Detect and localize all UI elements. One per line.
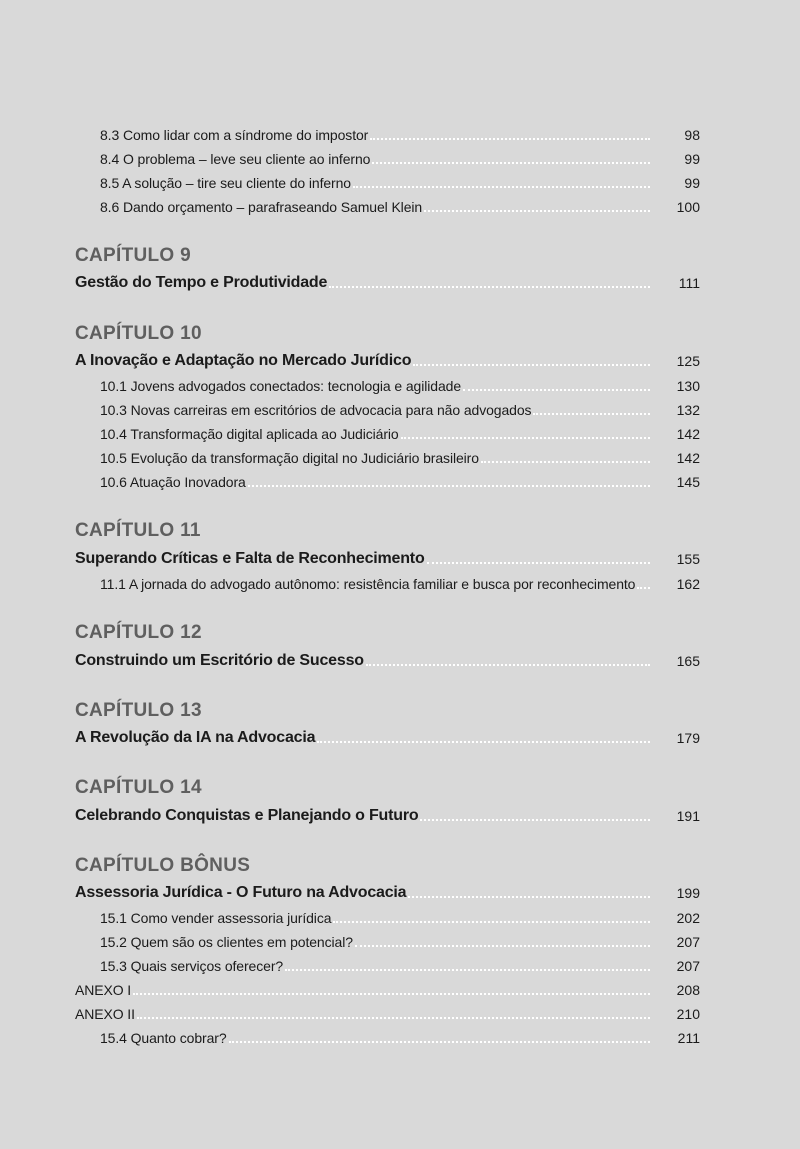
dot-leader [463, 388, 650, 391]
toc-entry[interactable] [75, 1023, 700, 1047]
toc-chapter-entry[interactable] [75, 268, 700, 292]
dot-leader [424, 209, 650, 212]
toc-entry-title: 10.6 Atuação Inovadora [100, 474, 246, 490]
toc-entry-page: 162 [676, 576, 700, 592]
toc-entry[interactable] [75, 951, 700, 975]
toc-entry-title: Celebrando Conquistas e Planejando o Futuro [75, 807, 419, 824]
toc-entry[interactable] [75, 467, 700, 491]
toc-entry[interactable] [75, 975, 700, 999]
toc-entry-page: 130 [676, 378, 700, 394]
toc-entry-page: 142 [676, 450, 700, 466]
toc-entry-title: 11.1 A jornada do advogado autônomo: resistência familiar e busca por reconhecimento [100, 576, 636, 592]
toc-entry-title: ANEXO II [75, 1006, 135, 1022]
toc-entry[interactable] [75, 395, 700, 419]
dot-leader [401, 436, 650, 439]
toc-entry-page: 202 [676, 910, 700, 926]
toc-entry-title: 10.5 Evolução da transformação digital no Judiciário brasileiro [100, 450, 479, 466]
dot-leader [427, 561, 650, 564]
dot-leader [372, 161, 650, 164]
toc-chapter-entry[interactable] [75, 544, 700, 568]
toc-entry-title: A Revolução da IA na Advocacia [75, 729, 316, 746]
dot-leader [353, 185, 650, 188]
toc-entry-page: 210 [676, 1006, 700, 1022]
toc-entry[interactable] [75, 168, 700, 192]
chapter-heading: CAPÍTULO 9 [75, 245, 191, 266]
toc-entry-page: 155 [676, 551, 700, 567]
toc-entry-page: 98 [684, 127, 700, 143]
toc-entry-page: 165 [676, 653, 700, 669]
toc-entry-page: 191 [676, 808, 700, 824]
toc-chapter-entry[interactable] [75, 346, 700, 370]
toc-entry-title: ANEXO I [75, 982, 132, 998]
dot-leader [133, 992, 650, 995]
toc-entry[interactable] [75, 371, 700, 395]
toc-entry-page: 125 [676, 353, 700, 369]
toc-entry[interactable] [75, 192, 700, 216]
toc-entry-page: 208 [676, 982, 700, 998]
toc-entry-page: 132 [676, 402, 700, 418]
dot-leader [229, 1040, 650, 1043]
chapter-heading: CAPÍTULO 14 [75, 777, 202, 798]
toc-entry-title: 15.4 Quanto cobrar? [100, 1030, 227, 1046]
dot-leader [370, 137, 650, 140]
toc-entry-title: 8.4 O problema – leve seu cliente ao inferno [100, 151, 371, 167]
dot-leader [366, 663, 650, 666]
toc-entry-title: Gestão do Tempo e Produtividade [75, 274, 328, 291]
dot-leader [333, 920, 650, 923]
toc-chapter-entry[interactable] [75, 878, 700, 902]
toc-entry[interactable] [75, 144, 700, 168]
dot-leader [637, 586, 650, 589]
dot-leader [355, 944, 650, 947]
toc-entry[interactable] [75, 927, 700, 951]
dot-leader [137, 1016, 650, 1019]
chapter-heading: CAPÍTULO 11 [75, 520, 201, 541]
toc-entry-title: A Inovação e Adaptação no Mercado Jurídico [75, 352, 412, 369]
toc-entry-title: Assessoria Jurídica - O Futuro na Advocacia [75, 884, 407, 901]
toc-entry-title: Superando Críticas e Falta de Reconhecimento [75, 550, 425, 567]
toc-entry[interactable] [75, 569, 700, 593]
toc-entry-page: 199 [676, 885, 700, 901]
toc-entry-page: 99 [684, 151, 700, 167]
toc-entry[interactable] [75, 443, 700, 467]
toc-entry-page: 145 [676, 474, 700, 490]
toc-entry-page: 179 [676, 730, 700, 746]
toc-entry[interactable] [75, 999, 700, 1023]
toc-entry-title: 10.1 Jovens advogados conectados: tecnologia e agilidade [100, 378, 462, 394]
toc-entry[interactable] [75, 419, 700, 443]
toc-chapter-entry[interactable] [75, 801, 700, 825]
toc-entry-title: 8.6 Dando orçamento – parafraseando Samuel Klein [100, 199, 423, 215]
chapter-heading: CAPÍTULO 13 [75, 700, 202, 721]
toc-entry-title: 10.3 Novas carreiras em escritórios de advocacia para não advogados [100, 402, 532, 418]
toc-entry-title: Construindo um Escritório de Sucesso [75, 652, 364, 669]
dot-leader [413, 363, 650, 366]
dot-leader [481, 460, 650, 463]
dot-leader [317, 740, 650, 743]
toc-entry-page: 207 [676, 958, 700, 974]
toc-entry[interactable] [75, 120, 700, 144]
chapter-heading: CAPÍTULO 12 [75, 622, 202, 643]
dot-leader [408, 895, 650, 898]
toc-chapter-entry[interactable] [75, 723, 700, 747]
toc-entry-title: 8.5 A solução – tire seu cliente do inferno [100, 175, 351, 191]
toc-entry-title: 15.2 Quem são os clientes em potencial? [100, 934, 353, 950]
toc-entry-page: 207 [676, 934, 700, 950]
dot-leader [420, 818, 650, 821]
toc-entry-page: 100 [676, 199, 700, 215]
dot-leader [533, 412, 650, 415]
toc-entry-page: 211 [677, 1030, 700, 1046]
dot-leader [285, 968, 650, 971]
toc-entry-title: 8.3 Como lidar com a síndrome do impostor [100, 127, 369, 143]
toc-entry-page: 142 [676, 426, 700, 442]
toc-chapter-entry[interactable] [75, 646, 700, 670]
toc-entry-title: 15.1 Como vender assessoria jurídica [100, 910, 332, 926]
toc-entry-title: 15.3 Quais serviços oferecer? [100, 958, 284, 974]
chapter-heading: CAPÍTULO 10 [75, 323, 202, 344]
toc-entry-page: 99 [684, 175, 700, 191]
toc-entry[interactable] [75, 903, 700, 927]
dot-leader [248, 484, 650, 487]
toc-entry-page: 111 [678, 275, 700, 291]
dot-leader [329, 285, 650, 288]
toc-entry-title: 10.4 Transformação digital aplicada ao Judiciário [100, 426, 399, 442]
chapter-heading: CAPÍTULO BÔNUS [75, 855, 251, 876]
